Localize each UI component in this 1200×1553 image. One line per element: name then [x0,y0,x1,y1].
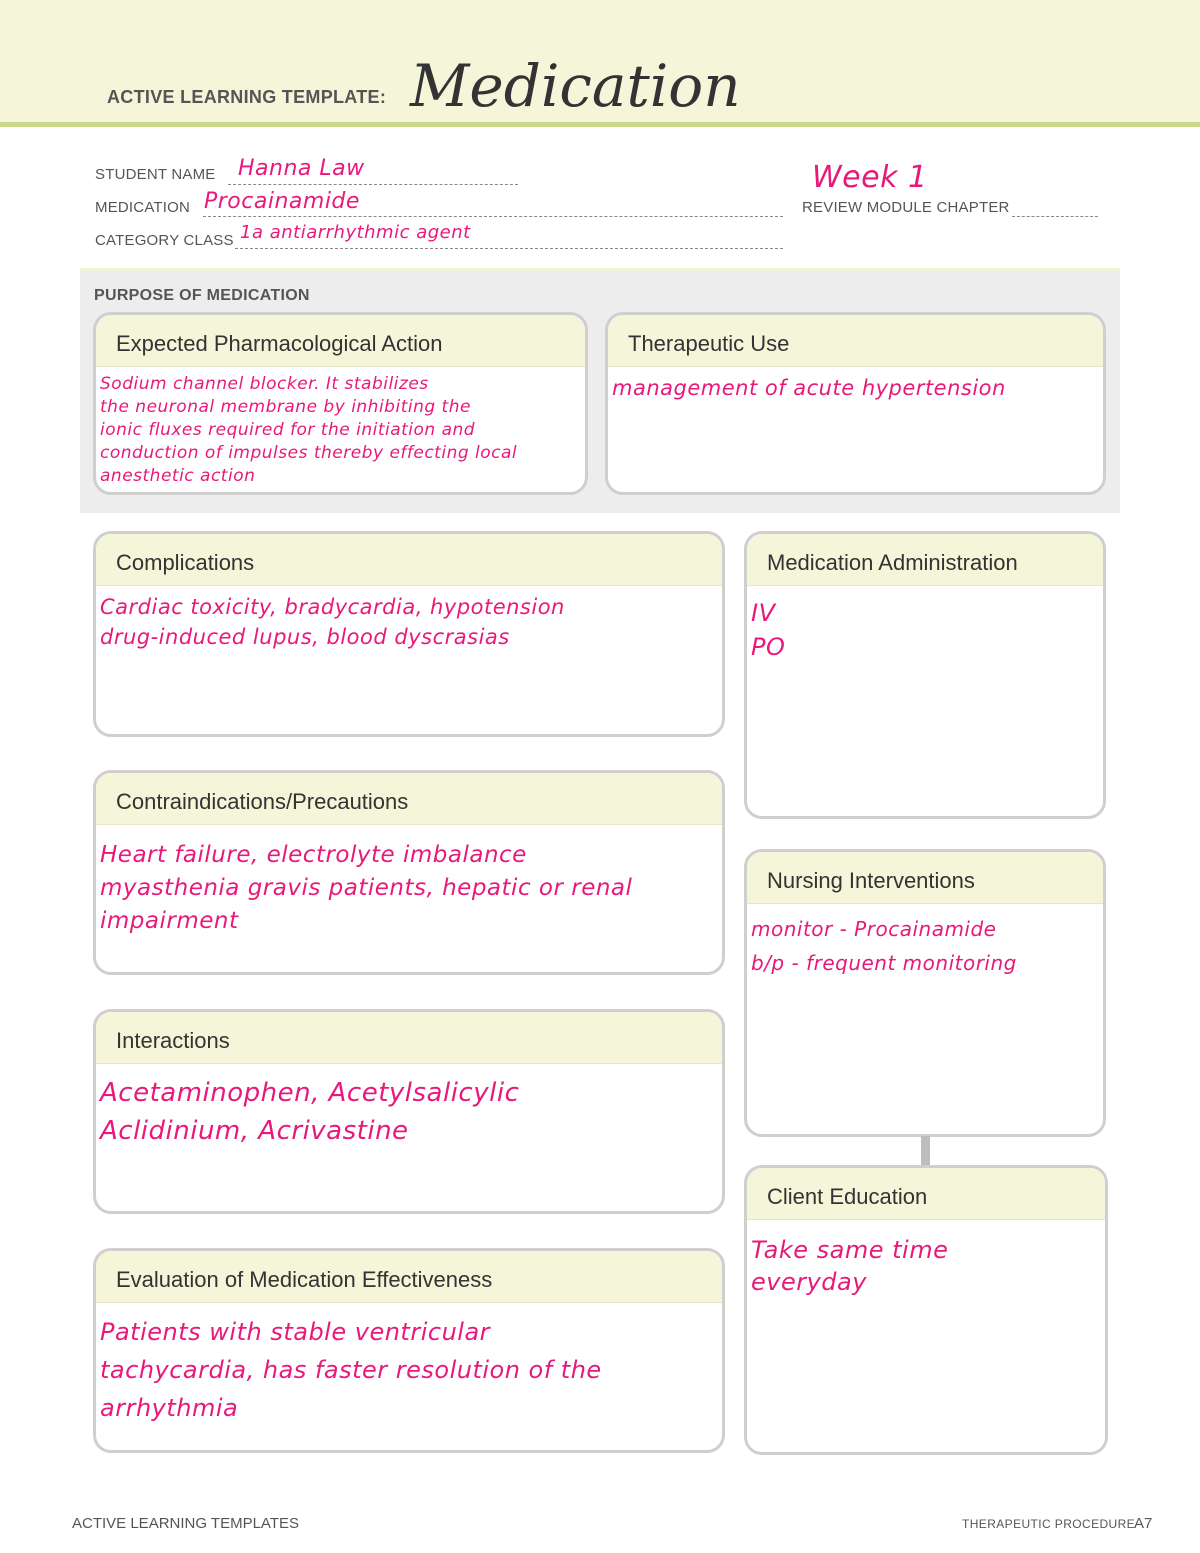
administration-text[interactable] [747,586,1103,664]
text-line: PO [751,633,786,661]
text-line: the neuronal membrane by inhibiting the [100,397,471,417]
complications-text[interactable] [96,586,722,652]
nursing-interventions-box [744,849,1106,1137]
text-line: ionic fluxes required for the initiation and [100,420,476,440]
text-line: monitor - Procainamide [751,917,997,941]
medication-line [203,216,783,217]
therapeutic-use-box [605,312,1106,495]
student-name-label: STUDENT NAME [95,166,216,183]
category-class-value[interactable]: 1a antiarrhythmic agent [240,222,471,243]
review-module-line [1012,216,1098,217]
footer-left: ACTIVE LEARNING TEMPLATES [72,1515,299,1532]
review-module-label: REVIEW MODULE CHAPTER [802,199,1010,216]
medication-value[interactable]: Procainamide [204,189,360,214]
evaluation-text[interactable] [96,1303,722,1427]
contraindications-box [93,770,725,975]
text-line: Take same time [751,1236,949,1264]
text-line: management of acute hypertension [612,376,1006,400]
text-line: Patients with stable ventricular [100,1318,491,1346]
text-line: Acetaminophen, Acetylsalicylic [100,1078,520,1108]
complications-box [93,531,725,737]
expected-action-heading: Expected Pharmacological Action [96,315,585,367]
text-line: Aclidinium, Acrivastine [100,1116,409,1146]
text-line: tachycardia, has faster resolution of the [100,1356,602,1384]
purpose-title: PURPOSE OF MEDICATION [94,287,310,304]
expected-action-box [93,312,588,495]
text-line: conduction of impulses thereby effecting local [100,443,518,463]
client-education-box [744,1165,1108,1455]
review-module-value[interactable]: Week 1 [812,160,928,195]
text-line: anesthetic action [100,466,256,486]
nursing-interventions-heading: Nursing Interventions [747,852,1103,904]
text-line: myasthenia gravis patients, hepatic or renal [100,875,633,901]
interactions-heading: Interactions [96,1012,722,1064]
category-class-line [235,248,783,249]
administration-heading: Medication Administration [747,534,1103,586]
interactions-text[interactable] [96,1064,722,1150]
page-title: Medication [410,52,741,120]
complications-heading: Complications [96,534,722,586]
page-number: A7 [1134,1515,1153,1532]
contraindications-text[interactable] [96,825,722,938]
text-line: impairment [100,908,239,934]
text-line: drug-induced lupus, blood dyscrasias [100,625,510,649]
text-line: Sodium channel blocker. It stabilizes [100,374,429,394]
interactions-box [93,1009,725,1214]
template-label: ACTIVE LEARNING TEMPLATE: [107,87,387,107]
text-line: b/p - frequent monitoring [751,951,1017,975]
category-class-label: CATEGORY CLASS [95,232,234,249]
text-line: IV [751,599,776,627]
administration-box [744,531,1106,819]
text-line: arrhythmia [100,1394,239,1422]
evaluation-box [93,1248,725,1453]
text-line: Cardiac toxicity, bradycardia, hypotension [100,595,565,619]
client-education-text[interactable] [747,1220,1105,1298]
therapeutic-use-heading: Therapeutic Use [608,315,1103,367]
therapeutic-use-text[interactable] [608,367,1103,403]
medication-label: MEDICATION [95,199,191,216]
text-line: everyday [751,1268,867,1296]
expected-action-text[interactable] [96,367,585,488]
client-education-heading: Client Education [747,1168,1105,1220]
student-name-value[interactable]: Hanna Law [238,156,365,181]
evaluation-heading: Evaluation of Medication Effectiveness [96,1251,722,1303]
contraindications-heading: Contraindications/Precautions [96,773,722,825]
text-line: Heart failure, electrolyte imbalance [100,842,527,868]
nursing-interventions-text[interactable] [747,904,1103,980]
footer-right: THERAPEUTIC PROCEDURE [962,1517,1136,1531]
student-name-line [228,184,518,185]
connector-bar [921,1136,930,1166]
